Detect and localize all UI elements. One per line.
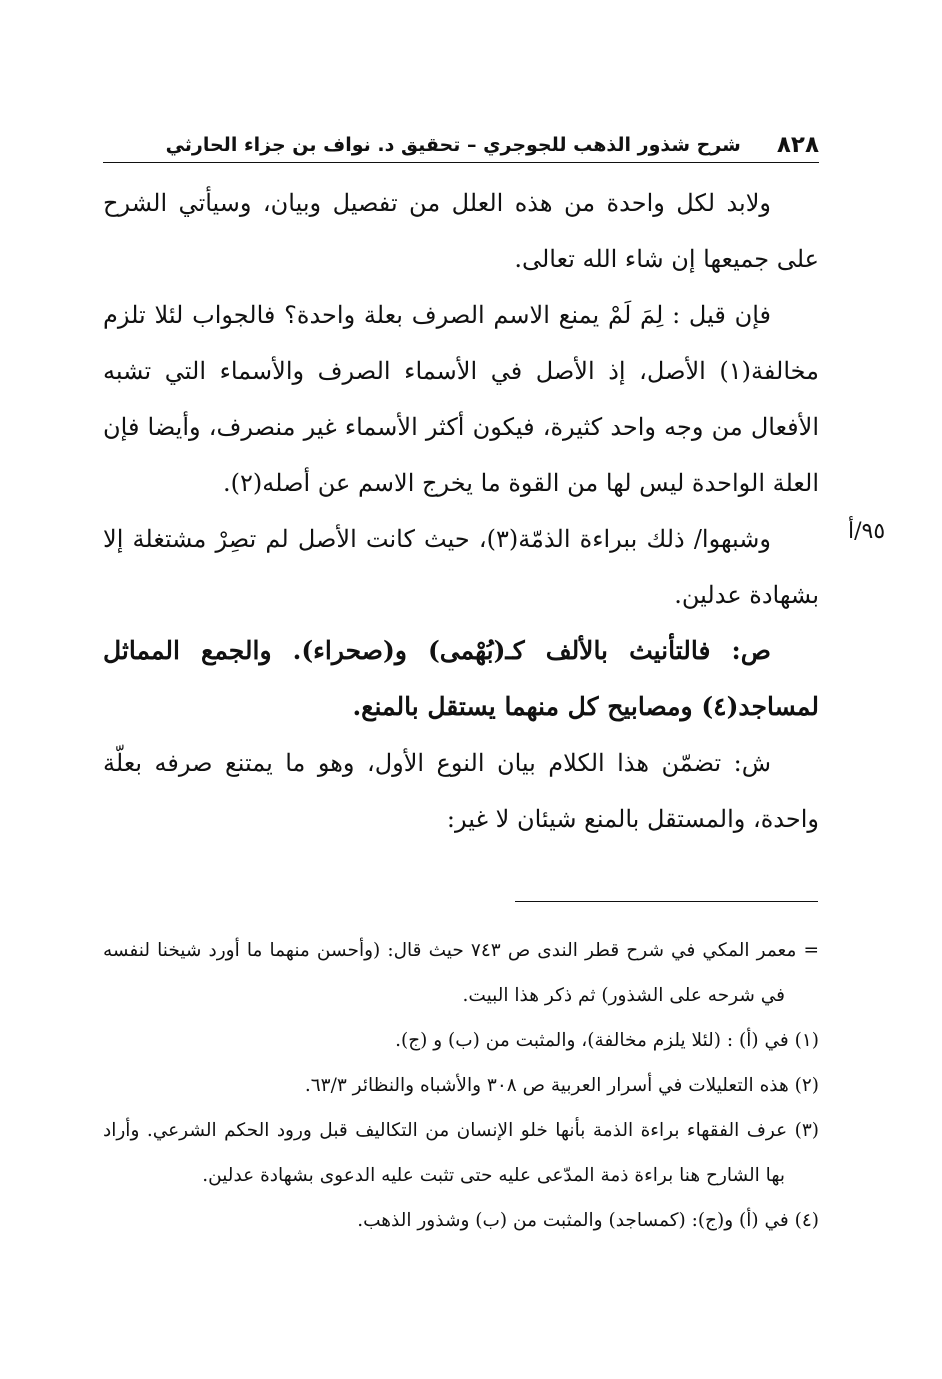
matn-paragraph: ص: فالتأنيث بالألف كـ(بُهْمى) و(صحراء). والجمع المماثل لمساجد(٤) ومصابيح كل منهما يستقل بالمنع. (103, 636, 819, 721)
paragraph-1: ولابد لكل واحدة من هذه العلل من تفصيل وبيان، وسيأتي الشرح على جميعها إن شاء الله تعالى. (103, 189, 819, 273)
page-number: ٨٢٨ (776, 132, 819, 158)
paragraph-3: وشبهوا/ ذلك ببراءة الذمّة(٣)، حيث كانت الأصل لم تصِرْ مشتغلة إلا بشهادة عدلين. (103, 525, 819, 609)
manuscript-folio-marker: ٩٥/أ (848, 519, 886, 544)
footnote-1: (١) في (أ) : (لئلا يلزم مخالفة)، والمثبت من (ب) و (ج). (395, 1030, 819, 1051)
running-title: شرح شذور الذهب للجوجري – تحقيق د. نواف بن جزاء الحارثي (165, 134, 741, 156)
main-text (103, 175, 819, 847)
footnote-continuation: = معمر المكي في شرح قطر الندى ص ٧٤٣ حيث قال: (وأحسن منهما ما أورد شيخنا لنفسه في شرحه على الشذور) ثم ذكر هذا البيت. (103, 940, 819, 1006)
footnote-3: (٣) عرف الفقهاء براءة الذمة بأنها خلو الإنسان من التكاليف قبل ورود الحكم الشرعي. وأراد بها الشارح هنا براءة ذمة المدّعى عليه حتى تثبت عليه الدعوى بشهادة عدلين. (103, 1120, 819, 1186)
running-header (103, 128, 819, 163)
footnote-separator (515, 901, 818, 902)
sharh-paragraph: ش: تضمّن هذا الكلام بيان النوع الأول، وهو ما يمتنع صرفه بعلّة واحدة، والمستقل بالمنع شيئان لا غير: (103, 749, 819, 833)
paragraph-2: فإن قيل : لِمَ لَمْ يمنع الاسم الصرف بعلة واحدة؟ فالجواب لئلا تلزم مخالفة(١) الأصل، إذ الأصل في الأسماء الصرف والأسماء التي تشبه الأفعال من وجه واحد كثيرة، فيكون أكثر الأسماء غير منصرف، وأيضا فإن العلة الواحدة ليس لها من القوة ما يخرج الاسم عن أصله(٢). (103, 301, 819, 497)
footnotes (103, 928, 819, 1243)
footnote-2: (٢) هذه التعليلات في أسرار العربية ص ٣٠٨ والأشباه والنظائر ٦٣/٣. (304, 1075, 819, 1096)
footnote-4: (٤) في (أ) و(ج): (كمساجد) والمثبت من (ب) وشذور الذهب. (357, 1210, 819, 1231)
